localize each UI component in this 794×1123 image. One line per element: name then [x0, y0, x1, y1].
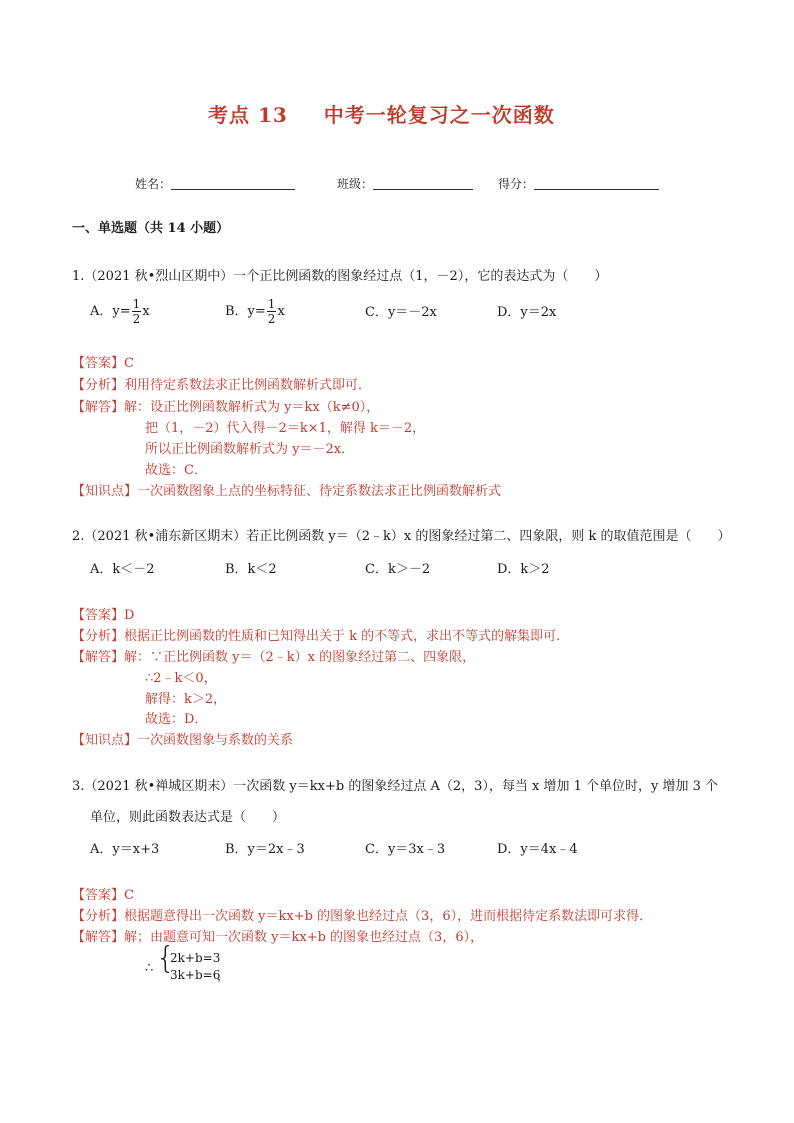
q3-equation-1: 2k+b=3	[170, 951, 221, 965]
q3-equation-system	[145, 941, 265, 990]
q2-analysis-text: 根据正比例函数的性质和已知得出关于 k 的不等式，求出不等式的解集即可．	[124, 629, 570, 644]
q1-knowledge	[72, 485, 501, 498]
q1-solution-line-1: 解：设正比例函数解析式为 y＝kx（k≠0），	[124, 400, 380, 415]
q1-analysis	[72, 379, 371, 392]
q1-option-b-fraction	[267, 298, 277, 325]
q3-stem-line-1: 3.（2021 秋•禅城区期末）一次函数 y＝kx+b 的图象经过点 A（2，3），每当 x 增加 1 个单位时，y 增加 3 个	[72, 779, 719, 794]
q2-stem: 2.（2021 秋•浦东新区期末）若正比例函数 y＝（2﹣k）x 的图象经过第二、四象限，则 k 的取值范围是（ ）	[72, 529, 731, 544]
q2-analysis-tag: 【分析】	[72, 629, 125, 644]
q3-equation-2: 3k+b=6	[170, 968, 221, 982]
title-topic-number: 考点 13	[208, 103, 288, 127]
class-field[interactable]	[337, 177, 473, 190]
q2-solution	[72, 651, 475, 664]
class-label: 班级：	[337, 177, 374, 191]
q2-option-b[interactable]: B．k＜2	[225, 562, 277, 577]
q2-analysis	[72, 630, 569, 643]
q3-solution-line-1: 解；由题意可知一次函数 y＝kx+b 的图象也经过点（3，6），	[124, 930, 484, 945]
q3-analysis-text: 根据题意得出一次函数 y＝kx+b 的图象也经过点（3，6），进而根据待定系数法即可求得．	[124, 909, 653, 924]
q3-therefore-sign: ∴	[145, 961, 154, 976]
q3-option-a[interactable]: A．y＝x+3	[90, 842, 160, 857]
q1-option-a-fraction	[132, 298, 142, 325]
name-label: 姓名：	[135, 177, 172, 191]
q3-option-d[interactable]: D．y＝4x﹣4	[497, 842, 578, 857]
title-topic-name: 中考一轮复习之一次函数	[323, 103, 555, 127]
page-title	[208, 105, 555, 125]
q1-solution	[72, 401, 379, 414]
q1-option-a-numerator: 1	[132, 297, 141, 311]
q1-stem: 1.（2021 秋•烈山区期中）一个正比例函数的图象经过点（1，－2），它的表达式为（ ）	[72, 269, 608, 284]
q3-stem-line-2: 单位，则此函数表达式是（ ）	[90, 810, 286, 825]
q1-solution-line-4: 故选：C．	[145, 463, 207, 478]
q3-answer-tag: 【答案】	[72, 888, 125, 903]
q2-solution-line-1: 解：∵正比例函数 y＝（2﹣k）x 的图象经过第二、四象限，	[124, 650, 476, 665]
q2-knowledge	[72, 734, 293, 747]
q2-solution-line-4: 故选：D．	[145, 712, 208, 727]
score-blank[interactable]	[534, 177, 659, 190]
score-label: 得分：	[498, 177, 535, 191]
q3-analysis	[72, 910, 652, 923]
q3-solution	[72, 931, 483, 944]
q1-option-a-suffix: x	[142, 304, 150, 319]
q2-option-a[interactable]: A．k＜－2	[90, 562, 155, 577]
q1-option-a-denominator: 2	[132, 312, 141, 326]
q1-knowledge-tag: 【知识点】	[72, 484, 138, 499]
q2-answer	[72, 609, 134, 622]
q1-option-b-numerator: 1	[267, 297, 276, 311]
q2-solution-line-3: 解得：k＞2，	[145, 692, 227, 707]
q1-answer	[72, 357, 134, 370]
q1-analysis-text: 利用待定系数法求正比例函数解析式即可．	[124, 378, 372, 393]
q3-answer	[72, 889, 134, 902]
q2-knowledge-text: 一次函数图象与系数的关系	[137, 733, 294, 748]
q1-solution-line-3: 所以正比例函数解析式为 y＝－2x．	[145, 442, 355, 457]
q2-option-d[interactable]: D．k＞2	[497, 562, 550, 577]
q2-solution-tag: 【解答】	[72, 650, 125, 665]
q1-option-a-prefix: A．y=	[90, 304, 131, 319]
q3-solution-tag: 【解答】	[72, 930, 125, 945]
q1-solution-tag: 【解答】	[72, 400, 125, 415]
q1-option-a[interactable]	[90, 298, 150, 325]
section-heading: 一、单选题（共 14 小题）	[72, 221, 230, 236]
q1-option-b-prefix: B．y=	[225, 304, 266, 319]
q1-option-d[interactable]: D．y＝2x	[497, 305, 557, 320]
q3-analysis-tag: 【分析】	[72, 909, 125, 924]
q2-solution-line-2: ∴2﹣k＜0，	[145, 671, 217, 686]
q2-knowledge-tag: 【知识点】	[72, 733, 138, 748]
q3-option-b[interactable]: B．y＝2x﹣3	[225, 842, 305, 857]
q1-knowledge-text: 一次函数图象上点的坐标特征、待定系数法求正比例函数解析式	[137, 484, 502, 499]
q1-solution-line-2: 把（1，－2）代入得－2＝k×1，解得 k＝－2，	[145, 421, 426, 436]
q1-option-b[interactable]	[225, 298, 285, 325]
q1-answer-tag: 【答案】	[72, 356, 125, 371]
q2-option-c[interactable]: C．k＞－2	[365, 562, 431, 577]
q3-answer-value: C	[124, 888, 134, 903]
brace-icon: {	[156, 941, 176, 976]
q2-answer-tag: 【答案】	[72, 608, 125, 623]
q3-equation-comma: ，	[217, 969, 230, 983]
score-field[interactable]	[498, 177, 659, 190]
q3-option-c[interactable]: C．y＝3x﹣3	[365, 842, 446, 857]
q3-equation-list	[170, 950, 220, 984]
q1-analysis-tag: 【分析】	[72, 378, 125, 393]
q2-answer-value: D	[124, 608, 135, 623]
q1-option-b-suffix: x	[277, 304, 285, 319]
class-blank[interactable]	[373, 177, 473, 190]
q1-option-c[interactable]: C．y＝－2x	[365, 305, 437, 320]
q1-option-b-denominator: 2	[267, 312, 276, 326]
name-blank[interactable]	[171, 177, 295, 190]
name-field[interactable]	[135, 177, 295, 190]
q1-answer-value: C	[124, 356, 134, 371]
